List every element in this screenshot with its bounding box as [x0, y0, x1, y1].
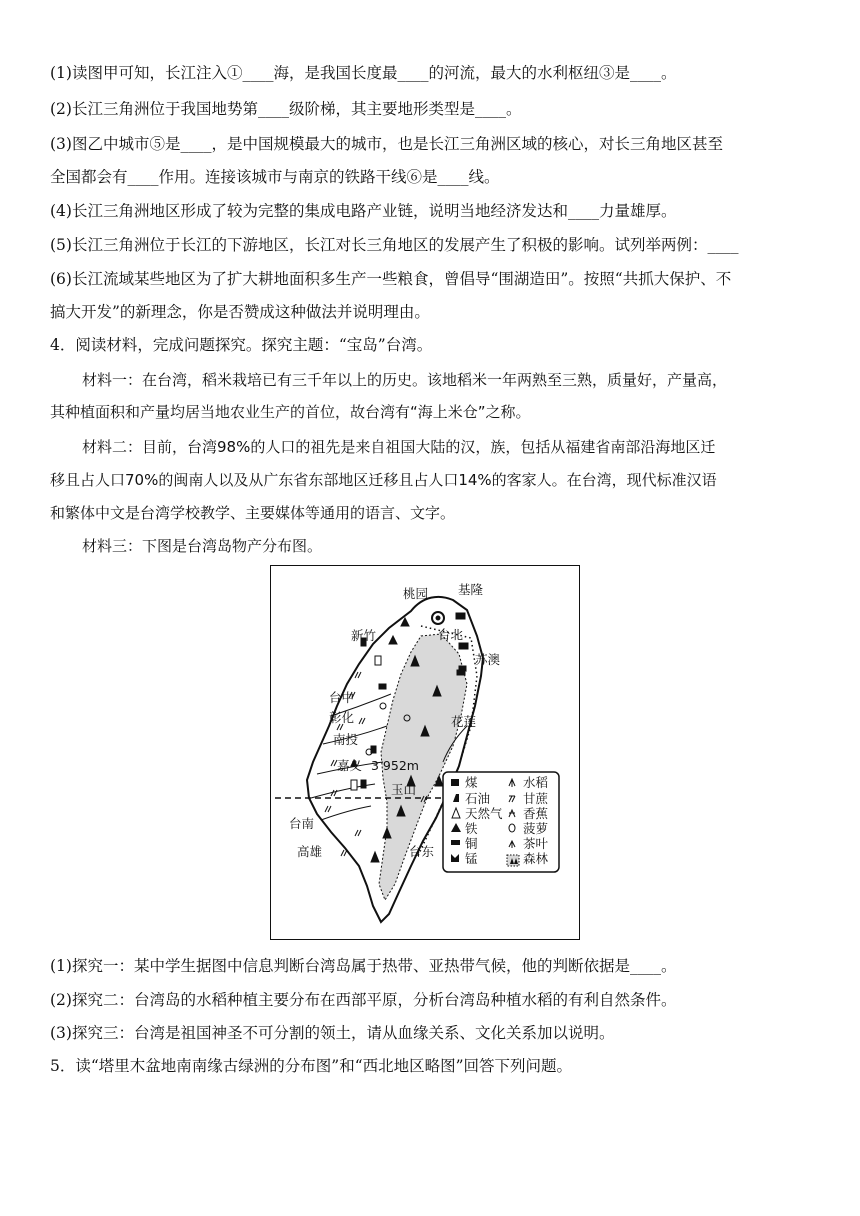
- city-label-kaohsiung: 高雄: [297, 844, 323, 859]
- city-label-hualien: 花莲: [451, 714, 477, 729]
- city-label-changhua: 彰化: [329, 710, 355, 725]
- legend-forest: 森林: [523, 851, 549, 866]
- q3-item-3-line-1: (3)图乙中城市⑤是____，是中国规模最大的城市，也是长江三角洲区域的核心，对长三角地区甚至: [50, 135, 723, 153]
- legend-tea: 茶叶: [523, 836, 549, 851]
- city-label-taipei: 台北: [438, 627, 464, 642]
- q4-explore-2: (2)探究二：台湾岛的水稻种植主要分布在西部平原，分析台湾岛种植水稻的有利自然条件。: [50, 991, 677, 1009]
- q4-material-3: 材料三：下图是台湾岛物产分布图。: [82, 537, 323, 555]
- legend-pineapple: 菠萝: [523, 821, 549, 836]
- q4-material-2-line-1: 材料二：目前，台湾98%的人口的祖先是来自祖国大陆的汉，族，包括从福建省南部沿海地区迁: [82, 438, 716, 456]
- q4-material-2-line-2: 移且占人口70%的闽南人以及从广东省东部地区迁移且占人口14%的客家人。在台湾，现代标准汉语: [50, 471, 717, 489]
- city-label-tainan: 台南: [289, 816, 315, 831]
- forest-legend-swatch: [507, 855, 519, 866]
- q3-item-3-line-2: 全国都会有____作用。连接该城市与南京的铁路干线⑥是____线。: [50, 168, 500, 186]
- legend-copper: 铜: [465, 836, 478, 851]
- q4-explore-3: (3)探究三：台湾是祖国神圣不可分割的领土，请从血缘关系、文化关系加以说明。: [50, 1024, 615, 1042]
- q3-item-2: (2)长江三角洲位于我国地势第____级阶梯，其主要地形类型是____。: [50, 100, 522, 118]
- legend-natural-gas: 天然气: [465, 806, 503, 821]
- legend-iron: 铁: [465, 821, 478, 836]
- city-label-taitung: 台东: [409, 844, 435, 859]
- q4-material-2-line-3: 和繁体中文是台湾学校教学、主要媒体等通用的语言、文字。: [50, 504, 456, 522]
- legend-coal: 煤: [465, 775, 478, 790]
- legend-rice: 水稻: [523, 775, 549, 790]
- elevation-label: 3 952m: [371, 758, 419, 773]
- q5-stem: 5．读“塔里木盆地南南缘古绿洲的分布图”和“西北地区略图”回答下列问题。: [50, 1057, 573, 1075]
- city-label-hsinchu: 新竹: [351, 628, 377, 643]
- city-label-keelung: 基隆: [458, 582, 484, 597]
- city-label-taichung: 台中: [329, 690, 355, 705]
- city-label-taoyuan: 桃园: [403, 586, 429, 601]
- q4-stem: 4．阅读材料，完成问题探究。探究主题：“宝岛”台湾。: [50, 336, 433, 354]
- taiwan-product-map: [270, 565, 580, 940]
- legend-sugarcane: 甘蔗: [523, 791, 549, 806]
- coal-icon: [451, 779, 459, 786]
- q3-item-1: (1)读图甲可知，长江注入①____海，是我国长度最____的河流，最大的水利枢纽③是____。: [50, 64, 677, 82]
- q3-item-4: (4)长江三角洲地区形成了较为完整的集成电路产业链，说明当地经济发达和____力量雄厚。: [50, 202, 677, 220]
- q4-material-1-line-2: 其种植面积和产量均居当地农业生产的首位，故台湾有“海上米仓”之称。: [50, 403, 531, 421]
- city-label-chiayi: 嘉义: [337, 758, 363, 773]
- q4-explore-1: (1)探究一：某中学生据图中信息判断台湾岛属于热带、亚热带气候，他的判断依据是____。: [50, 957, 677, 975]
- taiwan-map-svg: [271, 566, 579, 939]
- city-label-suao: 苏澳: [475, 652, 501, 667]
- q3-item-6-line-1: (6)长江流域某些地区为了扩大耕地面积多生产一些粮食，曾倡导“围湖造田”。按照“共抓大保护、不: [50, 270, 732, 288]
- q3-item-5: (5)长江三角洲位于长江的下游地区，长江对长三角地区的发展产生了积极的影响。试列举两例：____: [50, 236, 739, 254]
- city-label-nantou: 南投: [333, 732, 359, 747]
- copper-icon: [451, 840, 460, 845]
- legend-banana: 香蕉: [523, 806, 549, 821]
- legend-manganese: 锰: [465, 851, 478, 866]
- city-label-yushan: 玉山: [391, 782, 417, 797]
- map-legend: [443, 772, 559, 872]
- q3-item-6-line-2: 搞大开发”的新理念，你是否赞成这种做法并说明理由。: [50, 303, 430, 321]
- q4-material-1-line-1: 材料一：在台湾，稻米栽培已有三千年以上的历史。该地稻米一年两熟至三熟，质量好，产量高，: [82, 371, 728, 389]
- legend-oil: 石油: [465, 791, 491, 806]
